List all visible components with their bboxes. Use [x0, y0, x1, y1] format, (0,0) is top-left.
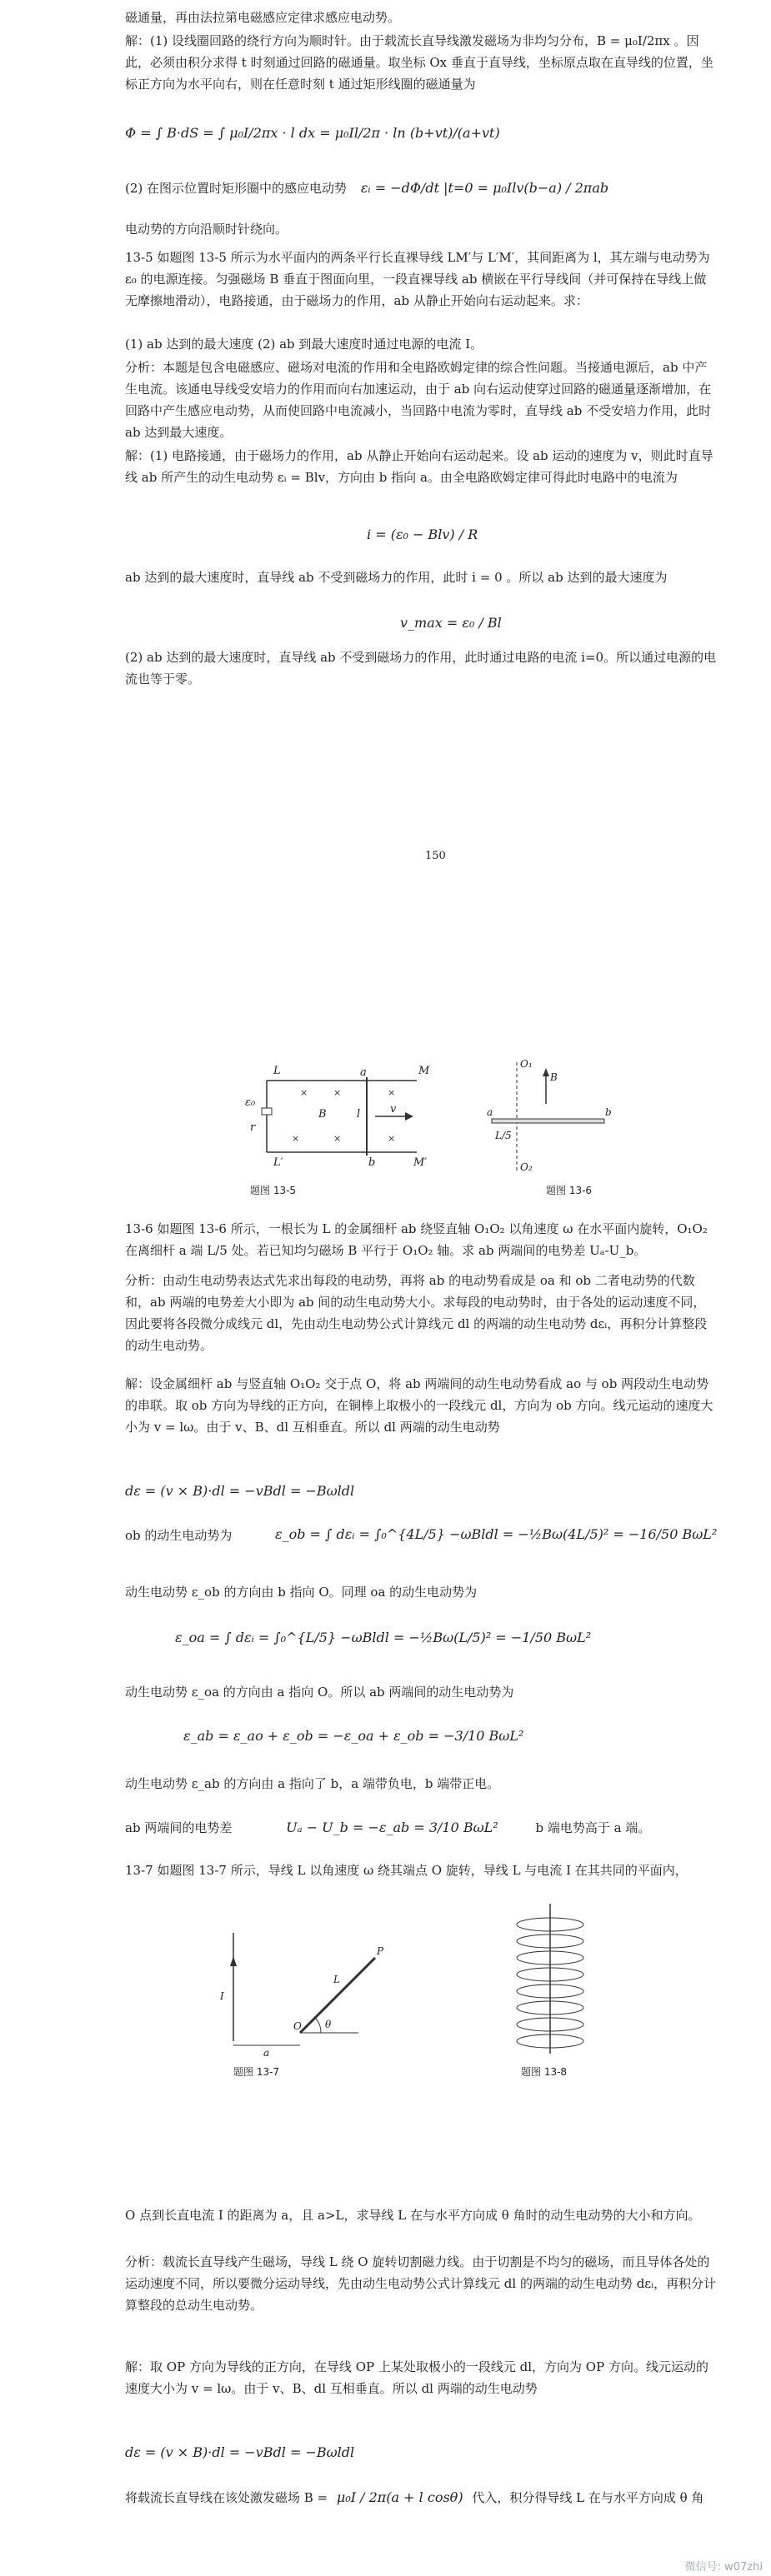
svg-text:×: ×	[292, 1133, 300, 1144]
figure-label: ε₀	[245, 1096, 256, 1109]
svg-text:×: ×	[388, 1087, 396, 1098]
figure-label: v	[390, 1103, 397, 1116]
equation-de: dε = (v × B)·dl = −vBdl = −Bωldl	[125, 1483, 355, 1499]
paragraph-text: (2) 在图示位置时矩形圈中的感应电动势	[125, 181, 348, 196]
equation-uab: Uₐ − U_b = −ε_ab = 3/10 BωL²	[286, 1820, 498, 1835]
watermark: 微信号: w07zhi	[684, 2561, 763, 2574]
figure-label: B	[318, 1108, 327, 1121]
figure-label: a	[487, 1106, 493, 1118]
svg-text:×: ×	[300, 1087, 308, 1098]
figure-label: O₂	[520, 1161, 533, 1173]
equation-eoa: ε_oa = ∫ dεᵢ = ∫₀^{L/5} −ωBldl = −½Bω(L/5)² = −1/50 BωL²	[175, 1630, 592, 1645]
figure-label: B	[550, 1071, 558, 1083]
figure-label: a	[360, 1066, 367, 1079]
figure-13-7	[208, 1916, 392, 2058]
paragraph-b	[125, 2486, 717, 2509]
paragraph: ab 达到的最大速度时，直导线 ab 不受到磁场力的作用，此时 i = 0 。所以 ab 达到的最大速度为	[125, 570, 668, 585]
figure-label: a	[263, 2047, 270, 2058]
figure-label: L	[333, 1974, 340, 1985]
paragraph-uab	[125, 1816, 717, 1840]
figure-label: θ	[325, 2019, 332, 2030]
figure-caption: 题图 13-7	[233, 2066, 280, 2078]
figure-label: O	[293, 2020, 302, 2032]
figure-13-5	[242, 1062, 433, 1171]
paragraph: 动生电动势 ε_ob 的方向由 b 指向 O。同理 oa 的动生电动势为	[125, 1585, 478, 1600]
paragraph: 解：(1) 设线圈回路的绕行方向为顺时针。由于载流长直导线激发磁场为非均匀分布，B = μ₀I/2πx 。因此，必须由积分求得 t 时刻通过回路的磁通量。取坐标 Ox 垂直于直导线，坐标原点取在直导线的位置，坐标正方向为水平向右，则在任意时刻 t 通过矩形线圈的磁通量为	[125, 33, 713, 92]
equation-emf: εᵢ = −dΦ/dt |t=0 = μ₀Ilv(b−a) / 2πab	[360, 180, 609, 196]
figure-label: L/5	[495, 1130, 512, 1141]
analysis-13-6: 分析：由动生电动势表达式先求出每段的电动势，再将 ab 的电动势看成是 oa 和 ob 二者电动势的代数和，ab 两端的电势差大小即为 ab 间的动生电动势大小。求每段的电动势时，由于各处的运动速度不同，因此要将各段微分成线元 dl，先由动生电动势公式计算线元 dl 的两端的动生电动势 dεᵢ，再积分计算整段的动生电动势。	[125, 1273, 708, 1353]
paragraph-text: b 端电势高于 a 端。	[535, 1820, 651, 1835]
equation-flux: Φ = ∫ B·dS = ∫ μ₀I/2πx · l dx = μ₀Il/2π · ln (b+vt)/(a+vt)	[125, 125, 500, 141]
paragraph-text: 将载流长直导线在该处激发磁场 B =	[125, 2490, 328, 2505]
figure-caption: 题图 13-6	[546, 1185, 593, 1196]
paragraph: 动生电动势 ε_ab 的方向由 a 指向了 b，a 端带负电，b 端带正电。	[125, 1776, 500, 1791]
paragraph: ob 的动生电动势为	[125, 1528, 233, 1543]
paragraph-emf	[125, 177, 717, 200]
paragraph-text: ab 两端间的电势差	[125, 1820, 233, 1835]
equation-current: i = (ε₀ − Blv) / R	[367, 527, 478, 542]
svg-text:×: ×	[388, 1133, 396, 1144]
solution-13-6: 解：设金属细杆 ab 与竖直轴 O₁O₂ 交于点 O，将 ab 两端间的动生电动势看成 ao 与 ob 两段动生电动势的串联。取 ob 方向为导线的正方向，在铜棒上取极小的一段线元 dl，方向为 ob 方向。线元运动的速度大小为 v = lω。由于 v、B、dl 互相垂直。所以 dl 两端的动生电动势	[125, 1376, 713, 1435]
analysis-13-5: 分析：本题是包含电磁感应、磁场对电流的作用和全电路欧姆定律的综合性问题。当接通电源后，ab 中产生电流。该通电导线受安培力的作用而向右加速运动，由于 ab 向右运动使穿过回路的磁通量逐渐增加，在回路中产生感应电动势，从而使回路中电流减小，当回路中电流为零时，直导线 ab 不受安培力作用，此时 ab 达到最大速度。	[125, 360, 712, 440]
solution-13-7: 解：取 OP 方向为导线的正方向，在导线 OP 上某处取极小的一段线元 dl，方向为 OP 方向。线元运动的速度大小为 v = lω。由于 v、B、dl 互相垂直。所以 dl 两端的动生电动势	[125, 2359, 708, 2396]
equation-b: μ₀I / 2π(a + l cosθ)	[336, 2489, 463, 2505]
figure-label: L	[273, 1065, 281, 1077]
figure-label: M	[418, 1065, 430, 1077]
svg-text:×: ×	[333, 1087, 342, 1098]
figure-13-6	[483, 1054, 617, 1179]
equation-de2: dε = (v × B)·dl = −vBdl = −Bωldl	[125, 2444, 355, 2460]
figure-label: L′	[273, 1156, 283, 1169]
figure-caption: 题图 13-5	[250, 1185, 297, 1196]
svg-text:×: ×	[333, 1133, 342, 1144]
figure-label: b	[605, 1106, 612, 1118]
analysis-13-7: 分析：载流长直导线产生磁场，导线 L 绕 O 旋转切割磁力线。由于切割是不均匀的磁场，而且导体各处的运动速度不同，所以要微分运动导线，先由动生电动势公式计算线元 dl 的两端的动生电动势 dεᵢ，再积分计算整段的总动生电动势。	[125, 2254, 717, 2313]
equation-eab: ε_ab = ε_ao + ε_ob = −ε_oa + ε_ob = −3/10 BωL²	[183, 1728, 524, 1744]
paragraph: O 点到长直电流 I 的距离为 a，且 a>L，求导线 L 在与水平方向成 θ 角时的动生电动势的大小和方向。	[125, 2208, 701, 2223]
figure-label: O₁	[520, 1058, 533, 1070]
paragraph: (1) ab 达到的最大速度 (2) ab 到最大速度时通过电源的电流 I。	[125, 337, 483, 352]
figure-13-8	[500, 1900, 600, 2058]
solution-13-5: 解：(1) 电路接通，由于磁场力的作用，ab 从静止开始向右运动起来。设 ab 运动的速度为 v，则此时直导线 ab 所产生的动生电动势 εᵢ = Blv，方向由 b 指向 a。由全电路欧姆定律可得此时电路中的电流为	[125, 448, 713, 485]
paragraph-text: 代入，积分得导线 L 在与水平方向成 θ 角	[472, 2490, 704, 2505]
figure-label: M′	[413, 1156, 428, 1169]
paragraph: (2) ab 达到的最大速度时，直导线 ab 不受到磁场力的作用，此时通过电路的电流 i=0。所以通过电源的电流也等于零。	[125, 650, 717, 686]
problem-13-5: 13-5 如题图 13-5 所示为水平面内的两条平行长直裸导线 LM′与 L′M′，其间距离为 l，其左端与电动势为 ε₀ 的电源连接。匀强磁场 B 垂直于图面向里，一段直裸导线 ab 横嵌在平行导线间（并可保持在导线上做无摩擦地滑动），电路接通，由于磁场力的作用，ab 从静止开始向右运动起来。求：	[125, 250, 710, 308]
page-number: 150	[425, 850, 446, 862]
figure-caption: 题图 13-8	[521, 2066, 568, 2078]
figure-label: b	[368, 1156, 376, 1169]
paragraph: 磁通量，再由法拉第电磁感应定律求感应电动势。	[125, 10, 401, 25]
problem-13-6: 13-6 如题图 13-6 所示，一根长为 L 的金属细杆 ab 绕竖直轴 O₁O₂ 以角速度 ω 在水平面内旋转，O₁O₂ 在离细杆 a 端 L/5 处。若已知均匀磁场 B 平行于 O₁O₂ 轴。求 ab 两端间的电势差 Uₐ-U_b。	[125, 1221, 708, 1258]
paragraph: 电动势的方向沿顺时针绕向。	[125, 222, 288, 237]
figure-label: l	[357, 1108, 361, 1121]
equation-eob: ε_ob = ∫ dεᵢ = ∫₀^{4L/5} −ωBldl = −½Bω(4L/5)² = −16/50 BωL²	[275, 1526, 718, 1542]
figure-label: I	[220, 1990, 224, 2002]
equation-vmax: v_max = ε₀ / Bl	[400, 615, 502, 631]
figure-label: r	[250, 1121, 256, 1134]
figure-label: P	[377, 1945, 384, 1957]
paragraph: 动生电动势 ε_oa 的方向由 a 指向 O。所以 ab 两端间的动生电动势为	[125, 1685, 514, 1700]
problem-13-7: 13-7 如题图 13-7 所示，导线 L 以角速度 ω 绕其端点 O 旋转，导线 L 与电流 I 在其共同的平面内，	[125, 1863, 688, 1878]
